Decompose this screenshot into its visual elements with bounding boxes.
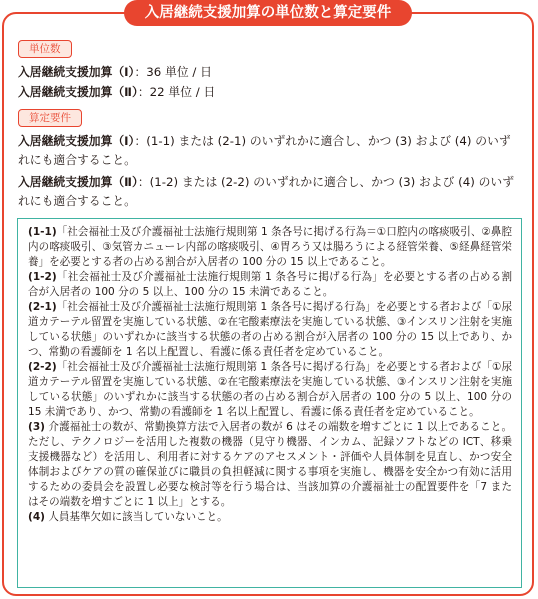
- unit-row-2: [18, 83, 215, 101]
- detail-item-2-1: [28, 300, 512, 360]
- detail-item-2-2: [28, 360, 512, 420]
- detail-item-1-1: [28, 225, 512, 270]
- requirement-row-1-text: ：(1-1) または (2-1) のいずれかに適合し、かつ (3) および (4) のいずれにも適合すること。: [18, 134, 511, 167]
- requirement-row-2-text: ：(1-2) または (2-2) のいずれかに適合し、かつ (3) および (4) のいずれにも適合すること。: [18, 175, 514, 208]
- detail-item-label: (4): [28, 511, 45, 523]
- detail-item-text: 「社会福祉士及び介護福祉士法施行規則第 1 条各号に掲げる行為」を必要とする者および「①尿道カテーテル留置を実施している状態、②在宅酸素療法を実施している状態、③インスリン注射を実施している状態」のいずれかに該当する状態の者の占める割合が入居者の 100 分の 5 以上、100 分の 15 未満であり、かつ、常勤の看護師を 1 名以上配置し、看護に係る責任者を定めていること。: [28, 361, 512, 418]
- requirement-row-1-label: 入居継続支援加算（Ⅰ）: [18, 134, 135, 148]
- detail-item-text: 「社会福祉士及び介護福祉士法施行規則第 1 条各号に掲げる行為」を必要とする者の占める割合が入居者の 100 分の 5 以上、100 分の 15 未満であること。: [28, 271, 512, 298]
- detail-item-label: (2-2): [28, 361, 57, 373]
- detail-item-text: 「社会福祉士及び介護福祉士法施行規則第 1 条各号に掲げる行為＝①口腔内の喀痰吸引、②鼻腔内の喀痰吸引、③気管カニューレ内部の喀痰吸引、④胃ろう又は腸ろうによる経管栄養、⑤経鼻経管栄養」を必要とする者の占める割合が入居者の 100 分の 15 以上であること。: [28, 226, 512, 268]
- requirement-row-2-label: 入居継続支援加算（Ⅱ）: [18, 175, 138, 189]
- detail-item-label: (3): [28, 421, 45, 433]
- detail-item-label: (1-2): [28, 271, 57, 283]
- page-title: 入居継続支援加算の単位数と算定要件: [124, 0, 412, 26]
- detail-item-text: 人員基準欠如に該当していないこと。: [44, 511, 228, 523]
- units-badge: 単位数: [18, 40, 72, 58]
- detail-item-text: 介護福祉士の数が、常勤換算方法で入居者の数が 6 はその端数を増すごとに 1 以上であること。ただし、テクノロジーを活用した複数の機器（見守り機器、インカム、記録ソフトなどの ICT、移乗支援機器など）を活用し、利用者に対するケアのアセスメント・評価や人員体制を見直し、かつ安全体制およびケアの質の確保並びに職員の負担軽減に関する事項を実施し、機器を安全かつ有効に活用するための委員会を設置し必要な検討等を行う場合は、当該加算の介護福祉士の配置要件を「7 またはその端数を増すごとに 1 以上」とする。: [28, 421, 512, 508]
- detail-item-4: [28, 510, 512, 525]
- detail-item-label: (2-1): [28, 301, 57, 313]
- unit-row-1: [18, 63, 212, 81]
- requirement-row-1: [18, 132, 518, 169]
- unit-row-2-value: ：22 単位 / 日: [137, 85, 216, 99]
- unit-row-1-value: ：36 単位 / 日: [134, 65, 212, 79]
- unit-row-1-label: 入居継続支援加算（Ⅰ）: [18, 65, 135, 79]
- details-box: [17, 218, 522, 588]
- detail-item-3: [28, 420, 512, 510]
- detail-item-text: 「社会福祉士及び介護福祉士法施行規則第 1 条各号に掲げる行為」を必要とする者および「①尿道カテーテル留置を実施している状態、②在宅酸素療法を実施している状態、③インスリン注射を実施している状態」のいずれかに該当する状態の者の占める割合が入居者の 100 分の 15 以上であり、かつ、常勤の看護師を 1 名以上配置し、看護に係る責任者を定めていること。: [28, 301, 512, 358]
- requirements-badge: 算定要件: [18, 109, 82, 127]
- details-list: [28, 225, 512, 525]
- unit-row-2-label: 入居継続支援加算（Ⅱ）: [18, 85, 138, 99]
- requirement-row-2: [18, 173, 518, 210]
- detail-item-1-2: [28, 270, 512, 300]
- detail-item-label: (1-1): [28, 226, 57, 238]
